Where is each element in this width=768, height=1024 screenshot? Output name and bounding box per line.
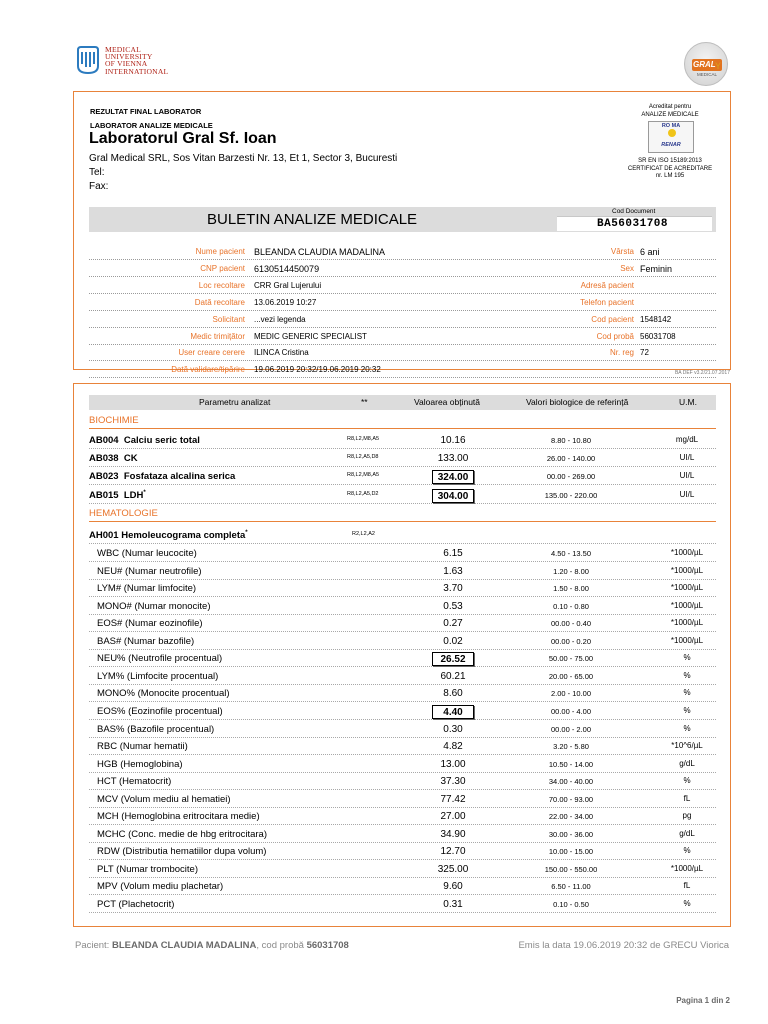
result-row	[89, 545, 716, 562]
table-header	[89, 395, 716, 410]
result-row	[89, 580, 716, 597]
test-reference: 3.20 - 5.80	[553, 742, 589, 752]
lab-line2: LABORATOR ANALIZE MEDICALE	[90, 121, 213, 130]
test-reference: 00.00 - 269.00	[546, 472, 596, 482]
test-unit: pg	[682, 811, 692, 821]
result-row	[89, 808, 716, 825]
patient-field-label: User creare cerere	[178, 348, 245, 358]
test-value: 0.31	[443, 899, 463, 910]
test-reference: 10.50 - 14.00	[548, 759, 594, 769]
patient-field-label: Cod probă	[596, 331, 634, 341]
patient-field-value: MEDIC GENERIC SPECIALIST	[254, 331, 367, 341]
test-name: LYM% (Limfocite procentual)	[97, 670, 219, 682]
test-name: RDW (Distributia hematiilor dupa volum)	[97, 846, 267, 858]
patient-field-label: Vârsta	[610, 247, 634, 256]
test-unit: UI/L	[679, 471, 695, 481]
test-value: 60.21	[440, 670, 466, 682]
result-row	[89, 703, 716, 720]
test-value: 325.00	[437, 863, 469, 875]
test-name: AB015 LDH*	[89, 489, 146, 501]
test-value: 4.40	[432, 705, 474, 719]
result-row	[89, 450, 716, 467]
test-name: PCT (Plachetocrit)	[97, 899, 175, 910]
header-um: U.M.	[679, 397, 697, 407]
test-reference: 22.00 - 34.00	[548, 812, 594, 822]
test-name: MCHC (Conc. medie de hbg eritrocitara)	[97, 828, 268, 840]
test-levels: R8,L2,M8,A5	[347, 436, 380, 442]
footer-divider	[73, 926, 731, 927]
test-reference: 00.00 - 4.00	[550, 706, 592, 716]
lab-name: Laboratorul Gral Sf. Ioan	[89, 130, 277, 147]
patient-row	[89, 264, 716, 277]
test-value: 0.53	[443, 600, 463, 612]
test-name: HGB (Hemoglobina)	[97, 758, 183, 770]
test-unit: %	[683, 776, 691, 786]
patient-field-label: Telefon pacient	[580, 297, 634, 307]
cod-document-value: BA56031708	[557, 216, 712, 231]
patient-field-label: Sex	[620, 263, 634, 273]
result-row	[89, 650, 716, 667]
test-unit: fL	[683, 881, 691, 891]
test-unit: %	[683, 688, 691, 698]
patient-field-value: 6130514450079	[254, 263, 320, 274]
patient-field-value: 56031708	[640, 331, 676, 341]
patient-field-label: Dată validare/tipărire	[171, 365, 245, 375]
cup-icon: Y	[715, 61, 722, 71]
lab-tel: Tel:	[89, 167, 105, 178]
test-reference: 20.00 - 65.00	[548, 671, 594, 681]
test-name: AB038 CK	[89, 453, 138, 465]
test-name: MCV (Volum mediu al hematiei)	[97, 793, 231, 805]
result-row	[89, 598, 716, 615]
test-levels: R8,L2,A5,D2	[347, 490, 379, 497]
renar-logo: RO MA RENAR	[648, 121, 694, 153]
patient-field-value: 6 ani	[640, 247, 660, 257]
result-row	[89, 432, 716, 449]
hemo-header-row	[89, 527, 716, 544]
test-reference: 150.00 - 550.00	[544, 864, 598, 874]
test-value: 1.63	[443, 565, 463, 577]
test-reference: 6.50 - 11.00	[551, 882, 591, 892]
test-reference: 00.00 - 0.40	[550, 619, 592, 629]
test-value: 324.00	[432, 470, 474, 484]
patient-field-value: BLEANDA CLAUDIA MADALINA	[254, 247, 386, 257]
test-value: 0.27	[443, 618, 463, 630]
header-param: Parametru analizat	[199, 397, 271, 407]
result-row	[89, 487, 716, 504]
result-row	[89, 878, 716, 895]
result-row	[89, 826, 716, 843]
test-name: AB004 Calciu seric total	[89, 435, 200, 447]
university-logo	[75, 46, 168, 75]
test-name: BAS# (Numar bazofile)	[97, 635, 195, 647]
result-row	[89, 861, 716, 878]
test-reference: 1.20 - 8.00	[553, 566, 589, 576]
patient-row	[89, 247, 716, 260]
gral-medical-logo	[684, 42, 728, 86]
result-row	[89, 843, 716, 860]
result-row	[89, 615, 716, 632]
accreditation-top: Acreditat pentru ANALIZE MEDICALE	[641, 104, 699, 118]
test-value: 12.70	[440, 846, 466, 858]
test-value: 8.60	[443, 688, 463, 700]
patient-field-value: 72	[640, 348, 649, 358]
test-value: 34.90	[440, 828, 466, 840]
test-value: 10.16	[440, 435, 466, 446]
version-text: BA DEF v3.2/21.07.2017	[674, 370, 730, 376]
footer-patient: Pacient: BLEANDA CLAUDIA MADALINA, cod probă 56031708	[75, 940, 349, 951]
result-row	[89, 633, 716, 650]
patient-field-value: 1548142	[640, 314, 672, 324]
section-hematologie: HEMATOLOGIE	[89, 507, 716, 522]
test-unit: %	[683, 670, 691, 680]
patient-field-label: CNP pacient	[200, 263, 245, 273]
test-unit: *1000/µL	[670, 600, 704, 610]
test-unit: %	[683, 653, 691, 663]
test-reference: 30.00 - 36.00	[548, 829, 594, 839]
test-name: WBC (Numar leucocite)	[97, 548, 197, 559]
test-unit: %	[683, 899, 691, 908]
test-value: 0.30	[443, 723, 463, 735]
patient-field-value: CRR Gral Lujerului	[254, 280, 322, 290]
document-title: BULETIN ANALIZE MEDICALE	[207, 211, 418, 228]
test-name: BAS% (Bazofile procentual)	[97, 723, 215, 735]
test-value: 3.70	[443, 583, 463, 595]
test-name: MPV (Volum mediu plachetar)	[97, 881, 224, 893]
patient-row	[89, 315, 716, 328]
test-value: 4.82	[443, 741, 463, 753]
test-unit: *1000/µL	[670, 863, 704, 873]
test-name: LYM# (Numar limfocite)	[97, 583, 197, 595]
test-value: 13.00	[440, 758, 466, 770]
patient-field-value: 19.06.2019 20:32/19.06.2019 20:32	[254, 365, 381, 375]
result-row	[89, 685, 716, 702]
patient-row	[89, 332, 716, 345]
test-reference: 26.00 - 140.00	[546, 454, 596, 464]
test-name: NEU% (Neutrofile procentual)	[97, 653, 223, 665]
test-reference: 50.00 - 75.00	[548, 654, 594, 664]
test-levels: R8,L2,A5,D8	[347, 454, 379, 461]
result-row	[89, 896, 716, 913]
test-reference: 00.00 - 2.00	[550, 724, 592, 734]
result-row	[89, 791, 716, 808]
test-unit: *1000/µL	[670, 618, 704, 628]
test-unit: %	[683, 846, 691, 856]
result-row	[89, 668, 716, 685]
test-reference: 1.50 - 8.00	[553, 584, 589, 594]
hemo-header-levels: R2,L2,A2	[352, 531, 375, 537]
test-name: MONO% (Monocite procentual)	[97, 688, 230, 700]
result-row	[89, 738, 716, 755]
test-unit: *1000/µL	[670, 548, 704, 557]
header-ref: Valori biologice de referință	[526, 397, 629, 407]
patient-row	[89, 365, 716, 378]
renar-emblem-icon	[668, 129, 676, 137]
patient-field-label: Adresă pacient	[580, 280, 634, 290]
test-unit: g/dL	[679, 828, 695, 838]
university-logo-text: MEDICAL UNIVERSITY OF VIENNA INTERNATIONAL	[105, 45, 169, 76]
test-reference: 0.10 - 0.50	[553, 900, 589, 909]
test-reference: 135.00 - 220.00	[544, 490, 598, 500]
accreditation-bottom: SR EN ISO 15189:2013 CERTIFICAT DE ACREDITARE nr. LM 195	[627, 158, 713, 179]
test-reference: 34.00 - 40.00	[548, 777, 594, 787]
test-unit: %	[683, 723, 691, 733]
patient-field-label: Nume pacient	[195, 247, 245, 256]
result-row	[89, 721, 716, 738]
test-unit: *1000/µL	[670, 583, 704, 593]
patient-field-label: Loc recoltare	[198, 280, 245, 290]
cod-document-label: Cod Document	[612, 208, 656, 215]
footer-emis: Emis la data 19.06.2019 20:32 de GRECU Viorica	[518, 940, 729, 951]
test-value: 133.00	[437, 453, 469, 465]
test-unit: mg/dL	[675, 435, 699, 444]
patient-field-value: Feminin	[640, 263, 673, 274]
gral-brand: GRAL	[693, 60, 716, 69]
test-name: MCH (Hemoglobina eritrocitara medie)	[97, 811, 260, 823]
test-unit: UI/L	[679, 453, 695, 463]
test-unit: *1000/µL	[670, 565, 704, 575]
test-unit: %	[683, 705, 691, 715]
test-reference: 4.50 - 13.50	[550, 549, 592, 558]
result-row	[89, 756, 716, 773]
test-unit: UI/L	[679, 489, 695, 499]
patient-row	[89, 348, 716, 361]
test-name: AB023 Fosfataza alcalina serica	[89, 471, 236, 483]
test-value: 0.02	[443, 635, 463, 647]
test-value: 77.42	[440, 793, 466, 805]
test-reference: 8.80 - 10.80	[550, 436, 592, 445]
test-reference: 0.10 - 0.80	[553, 601, 589, 611]
test-name: NEU# (Numar neutrofile)	[97, 565, 202, 577]
patient-field-label: Medic trimițător	[190, 331, 245, 341]
test-value: 6.15	[443, 548, 463, 559]
test-value: 304.00	[432, 489, 474, 503]
test-reference: 10.00 - 15.00	[548, 847, 594, 857]
test-name: EOS% (Eozinofile procentual)	[97, 705, 223, 717]
patient-field-label: Cod pacient	[591, 314, 634, 324]
result-row	[89, 773, 716, 790]
patient-field-value: 13.06.2019 10:27	[254, 297, 317, 307]
test-unit: *1000/µL	[670, 635, 704, 645]
test-value: 27.00	[440, 811, 466, 823]
patient-field-value: ILINCA Cristina	[254, 348, 309, 358]
patient-field-value: ...vezi legenda	[254, 314, 306, 324]
section-biochimie: BIOCHIMIE	[89, 414, 716, 429]
test-reference: 70.00 - 93.00	[548, 794, 594, 804]
patient-field-label: Solicitant	[212, 314, 245, 324]
test-name: PLT (Numar trombocite)	[97, 863, 199, 875]
patient-field-label: Nr. reg	[609, 348, 634, 358]
result-row	[89, 563, 716, 580]
test-levels: R8,L2,M8,A5	[347, 472, 380, 479]
test-value: 26.52	[432, 652, 474, 666]
test-reference: 00.00 - 0.20	[550, 636, 592, 646]
test-unit: *10^6/µL	[671, 741, 703, 751]
patient-row	[89, 281, 716, 294]
test-unit: fL	[683, 793, 691, 803]
test-name: EOS# (Numar eozinofile)	[97, 618, 203, 630]
page-number: Pagina 1 din 2	[676, 996, 730, 1005]
test-unit: g/dL	[679, 758, 695, 768]
test-name: HCT (Hematocrit)	[97, 776, 172, 788]
result-row	[89, 468, 716, 485]
test-value: 9.60	[443, 881, 463, 893]
lab-line1: REZULTAT FINAL LABORATOR	[90, 107, 202, 116]
test-reference: 2.00 - 10.00	[550, 689, 592, 699]
patient-row	[89, 298, 716, 311]
test-name: MONO# (Numar monocite)	[97, 600, 211, 612]
test-value: 37.30	[440, 776, 466, 788]
header-stars: **	[361, 397, 368, 407]
lab-fax: Fax:	[89, 181, 109, 192]
hemo-header-name: AH001 Hemoleucograma completa*	[89, 530, 248, 542]
test-name: RBC (Numar hematii)	[97, 741, 188, 753]
header-value: Valoarea obținută	[414, 397, 481, 407]
university-emblem-icon	[75, 46, 101, 74]
lab-address: Gral Medical SRL, Sos Vitan Barzesti Nr. 13, Et 1, Sector 3, Bucuresti	[89, 153, 398, 164]
patient-field-label: Dată recoltare	[194, 297, 245, 307]
gral-sub: MEDICAL	[696, 72, 717, 77]
